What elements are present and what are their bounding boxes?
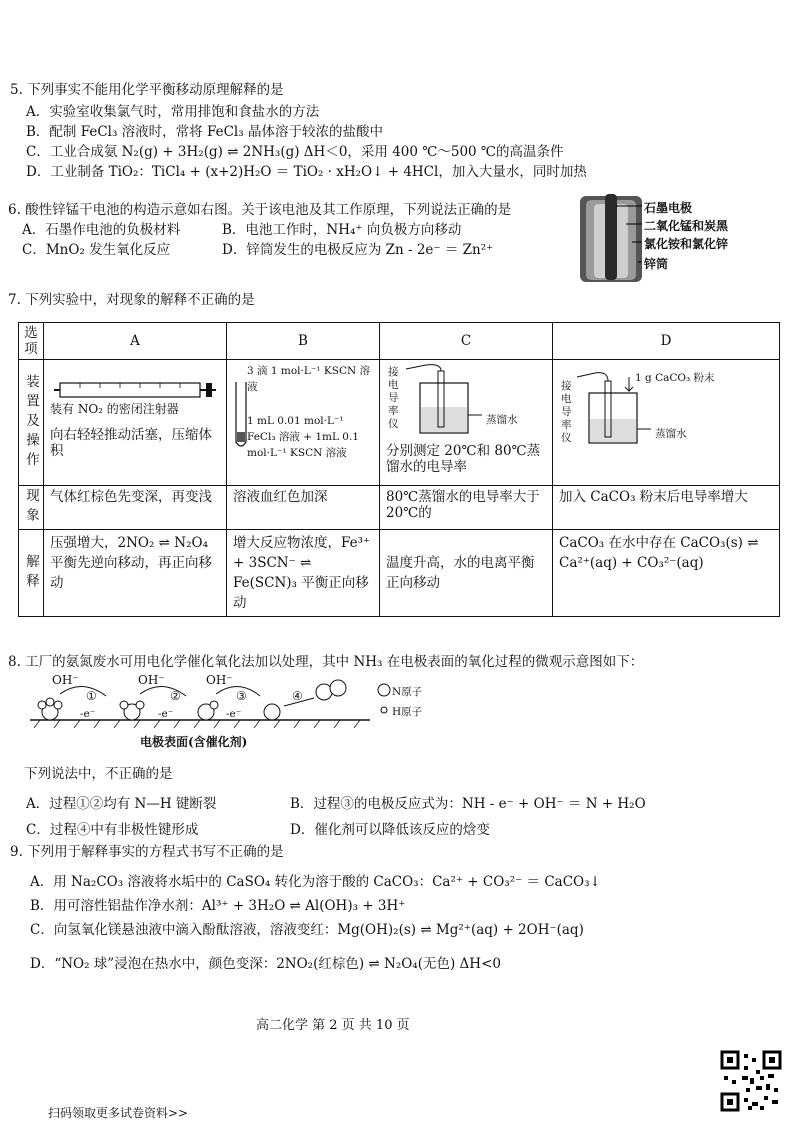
header-b: B — [227, 323, 380, 360]
q8-stem: 8. 工厂的氨氮废水可用电化学催化氧化法加以处理，其中 NH₃ 在电极表面的氧化过程的微观示意图如下： — [8, 654, 644, 670]
q9-stem: 9. 下列用于解释事实的方程式书写不正确的是 — [10, 844, 284, 860]
b-phenomenon: 溶液血红色加深 — [227, 486, 380, 530]
q8-option-c: C．过程④中有非极性键形成 — [26, 822, 199, 838]
beaker-icon — [386, 363, 536, 441]
c-phenomenon: 80℃蒸馏水的电导率大于 20℃的 — [380, 486, 553, 530]
q8-e-1: -e⁻ — [80, 708, 96, 720]
d-explanation: CaCO₃ 在水中存在 CaCO₃(s) ⇌ Ca²⁺(aq) + CO₃²⁻(aq) — [553, 530, 780, 617]
row-label-setup: 装置及操作 — [19, 360, 44, 486]
graphite-rod — [605, 194, 617, 280]
d-powder-label: 1 g CaCO₃ 粉末 — [635, 372, 715, 384]
c-meter-label: 接电导率仪 — [388, 366, 399, 430]
q5-stem: 5. 下列事实不能用化学平衡移动原理解释的是 — [10, 82, 284, 98]
battery-label-zinc: 锌筒 — [644, 257, 669, 271]
q9-option-a: A．用 Na₂CO₃ 溶液将水垢中的 CaSO₄ 转化为溶于酸的 CaCO₃：Ca²⁺ + CO₃²⁻ ＝ CaCO₃↓ — [30, 874, 601, 890]
q8-step-2: ② — [170, 689, 181, 703]
syringe-label: 装有 NO₂ 的密闭注射器 — [50, 402, 179, 416]
scan-prompt[interactable]: 扫码领取更多试卷资料>> — [48, 1106, 189, 1120]
qr-code-icon[interactable] — [720, 1050, 782, 1112]
d-phenomenon: 加入 CaCO₃ 粉末后电导率增大 — [553, 486, 780, 530]
q8-sub: 下列说法中，不正确的是 — [24, 766, 173, 782]
cell-b-setup — [227, 360, 380, 486]
battery-label-mno2: 二氧化锰和炭黑 — [644, 219, 729, 233]
row-label-phenomenon: 现象 — [19, 486, 44, 530]
q8-option-a: A．过程①②均有 N—H 键断裂 — [26, 796, 217, 812]
header-a: A — [44, 323, 227, 360]
legend-h: H原子 — [392, 706, 423, 718]
battery-label-nh4cl: 氯化铵和氯化锌 — [644, 237, 729, 251]
cell-c-setup — [380, 360, 553, 486]
q8-e-2: -e⁻ — [158, 708, 174, 720]
q8-step-1: ① — [86, 689, 97, 703]
c-explanation: 温度升高，水的电离平衡正向移动 — [380, 530, 553, 617]
q5-option-c: C．工业合成氨 N₂(g) + 3H₂(g) ⇌ 2NH₃(g) ΔH＜0，采用 400 ℃～500 ℃的高温条件 — [26, 144, 564, 160]
q8-e-3: -e⁻ — [226, 708, 242, 720]
c-operation: 分别测定 20℃和 80℃蒸馏水的电导率 — [386, 443, 541, 475]
header-d: D — [553, 323, 780, 360]
q7-table — [18, 322, 780, 617]
q8-step-4: ④ — [292, 689, 303, 703]
battery-label-graphite: 石墨电极 — [644, 201, 693, 215]
q6-option-a: A．石墨作电池的负极材料 — [22, 222, 181, 238]
d-water-label: 蒸馏水 — [655, 428, 687, 440]
q6-option-b: B．电池工作时，NH₄⁺ 向负极方向移动 — [222, 222, 462, 238]
a-operation: 向右轻轻推动活塞，压缩体积 — [50, 427, 212, 459]
q5-option-b: B．配制 FeCl₃ 溶液时，常将 FeCl₃ 晶体溶于较浓的盐酸中 — [26, 124, 383, 140]
q6-stem: 6. 酸性锌锰干电池的构造示意如右图。关于该电池及其工作原理，下列说法正确的是 — [8, 202, 512, 218]
b-fig-top: 3 滴 1 mol·L⁻¹ KSCN 溶液 — [247, 365, 371, 393]
q8-oh-2: OH⁻ — [138, 673, 165, 687]
b-explanation: 增大反应物浓度，Fe³⁺ + 3SCN⁻ ⇌ Fe(SCN)₃ 平衡正向移动 — [227, 530, 380, 617]
q7-stem: 7. 下列实验中，对现象的解释不正确的是 — [8, 292, 255, 308]
page-footer: 高二化学 第 2 页 共 10 页 — [256, 1018, 410, 1033]
test-tube-icon — [231, 380, 251, 452]
q8-option-d: D．催化剂可以降低该反应的焓变 — [290, 822, 490, 838]
header-option: 选项 — [19, 323, 44, 360]
q8-oh-3: OH⁻ — [206, 673, 233, 687]
a-explanation: 压强增大，2NO₂ ⇌ N₂O₄ 平衡先逆向移动，再正向移动 — [44, 530, 227, 617]
b-fig-bottom: 1 mL 0.01 mol·L⁻¹ FeCl₃ 溶液 + 1mL 0.1 mol·L⁻¹ KSCN 溶液 — [247, 415, 359, 459]
a-phenomenon: 气体红棕色先变深，再变浅 — [44, 486, 227, 530]
q9-option-d: D．“NO₂ 球”浸泡在热水中，颜色变深：2NO₂(红棕色) ⇌ N₂O₄(无色) ΔH<0 — [30, 956, 501, 972]
q5-option-a: A．实验室收集氯气时，常用排饱和食盐水的方法 — [26, 104, 320, 120]
q9-option-b: B．用可溶性铝盐作净水剂：Al³⁺ + 3H₂O ⇌ Al(OH)₃ + 3H⁺ — [30, 898, 406, 914]
cell-a-setup — [44, 360, 227, 486]
q8-surface-label: 电极表面(含催化剂) — [140, 735, 248, 749]
q8-step-3: ③ — [236, 689, 247, 703]
q6-option-d: D．锌筒发生的电极反应为 Zn - 2e⁻ ＝ Zn²⁺ — [222, 242, 494, 258]
q9-option-c: C．向氢氧化镁悬浊液中滴入酚酞溶液，溶液变红：Mg(OH)₂(s) ⇌ Mg²⁺(aq) + 2OH⁻(aq) — [30, 922, 584, 938]
d-meter-label: 接电导率仪 — [561, 380, 572, 444]
row-label-explanation: 解释 — [19, 530, 44, 617]
q5-option-d: D．工业制备 TiO₂：TiCl₄ + (x+2)H₂O ＝ TiO₂ · xH₂O↓ + 4HCl，加入大量水，同时加热 — [26, 164, 587, 180]
q6-option-c: C．MnO₂ 发生氧化反应 — [22, 242, 171, 258]
cell-d-setup — [553, 360, 780, 486]
header-c: C — [380, 323, 553, 360]
c-water-label: 蒸馏水 — [486, 414, 518, 426]
q8-oh-1: OH⁻ — [52, 673, 79, 687]
legend-n: N原子 — [392, 686, 423, 698]
q8-option-b: B．过程③的电极反应式为：NH - e⁻ + OH⁻ ＝ N + H₂O — [290, 796, 646, 812]
